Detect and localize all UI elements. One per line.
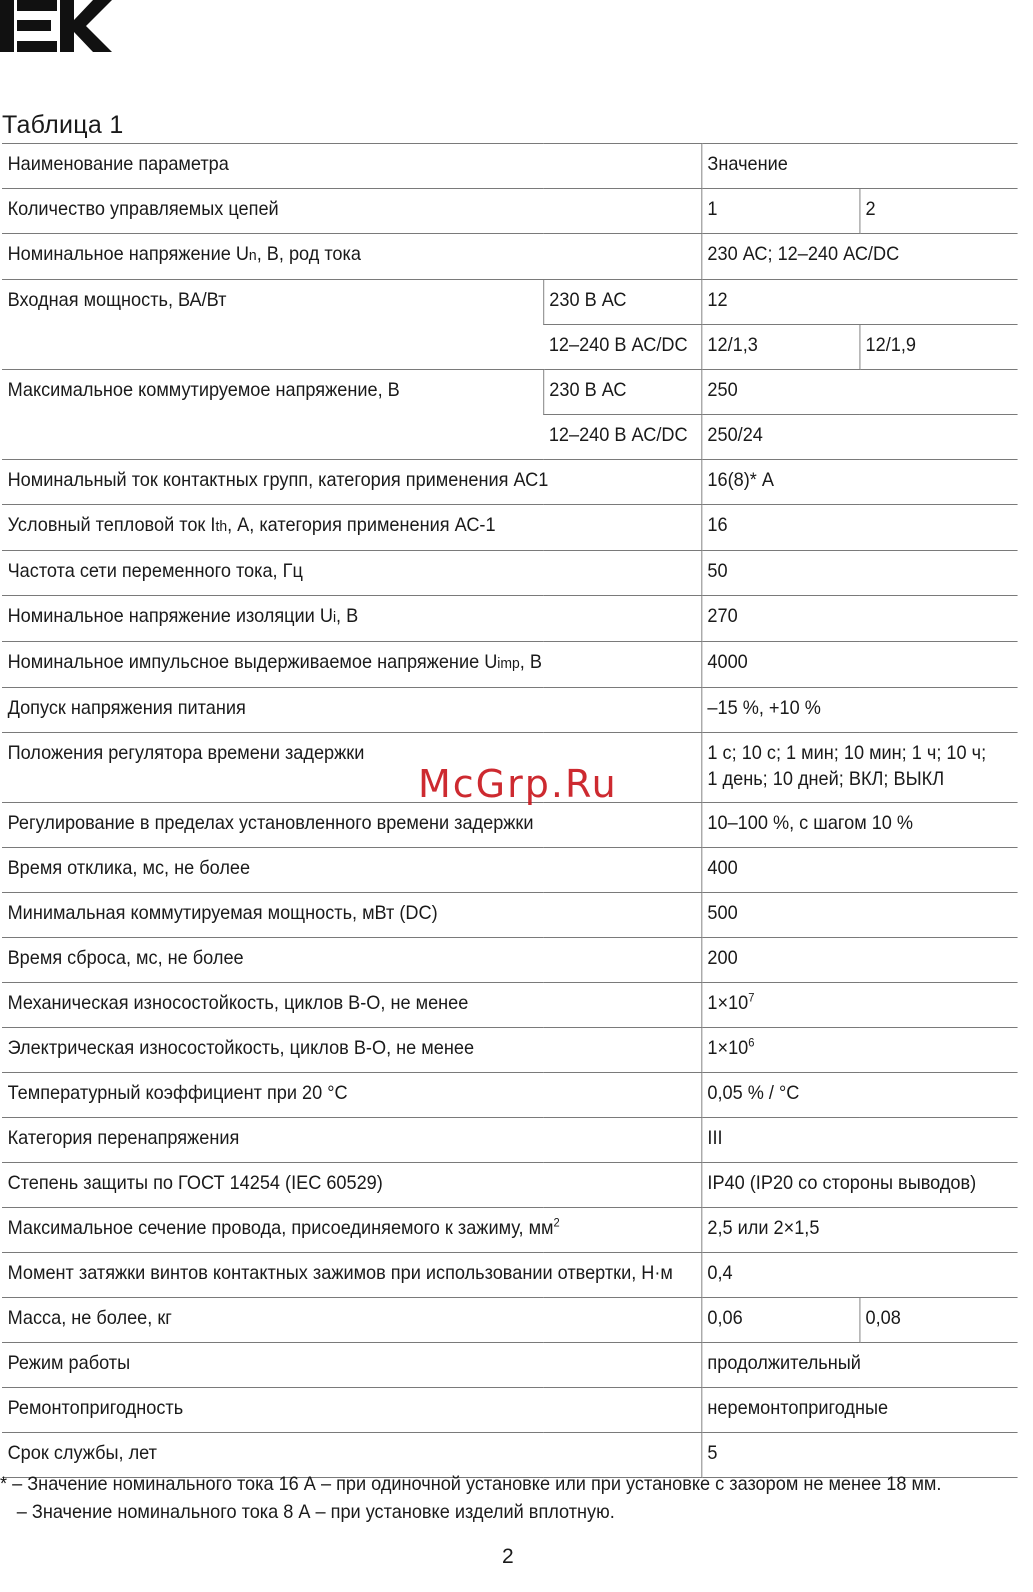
header-cell: Наименование параметра (2, 144, 701, 189)
table-row (2, 1298, 1018, 1343)
watermark: McGrp.Ru (418, 762, 618, 806)
value-cell: 16(8)* А (701, 460, 1017, 505)
value-cell: III (701, 1118, 1017, 1163)
param-cell: Момент затяжки винтов контактных зажимов при использовании отвертки, Н·м (2, 1253, 701, 1298)
param-cell: Срок службы, лет (2, 1433, 701, 1478)
param-cell: Номинальное напряжение Un, В, род тока (2, 234, 701, 280)
value-cell: 400 (701, 848, 1017, 893)
value-cell: 250/24 (701, 415, 1017, 460)
param-cell: Электрическая износостойкость, циклов В-О, не менее (2, 1028, 701, 1073)
value-cell: продолжительный (701, 1343, 1017, 1388)
iek-logo (0, 0, 115, 54)
param-cell: Время отклика, мс, не более (2, 848, 701, 893)
table-row (2, 1343, 1018, 1388)
value-cell: 16 (701, 505, 1017, 551)
param-cell: Положения регулятора времени задержки (2, 733, 701, 803)
param-cell: Максимальное сечение провода, присоединяемого к зажиму, $мм^2$ (2, 1208, 701, 1253)
param-cell: Входная мощность, ВА/Вт (2, 280, 543, 370)
table-row (2, 189, 1018, 234)
table-row (2, 596, 1018, 642)
table-row (2, 688, 1018, 733)
value-cell: 2 (859, 189, 1017, 234)
param-cell: Минимальная коммутируемая мощность, мВт (DC) (2, 893, 701, 938)
value-cell: 2,5 или 2×1,5 (701, 1208, 1017, 1253)
table-row (2, 893, 1018, 938)
value-cell: $1\times 10^7$ (701, 983, 1017, 1028)
param-cell: Номинальное импульсное выдерживаемое напряжение Uimp, В (2, 642, 701, 688)
table-row (2, 551, 1018, 596)
param-cell: Регулирование в пределах установленного времени задержки (2, 803, 701, 848)
value-cell: 0,05 % / °С (701, 1073, 1017, 1118)
table-row (2, 1208, 1018, 1253)
param-cell: Ремонтопригодность (2, 1388, 701, 1433)
param-cell: Масса, не более, кг (2, 1298, 701, 1343)
table-row (2, 144, 1018, 189)
footnote-line: * – Значение номинального тока 16 А – при одиночной установке или при установке с зазором не менее 18 мм. (0, 1473, 942, 1495)
footnote (0, 1470, 941, 1526)
value-cell: 0,4 (701, 1253, 1017, 1298)
table-row (2, 460, 1018, 505)
param-cell: Степень защиты по ГОСТ 14254 (IEC 60529) (2, 1163, 701, 1208)
value-cell: $1\times 10^6$ (701, 1028, 1017, 1073)
condition-cell: 230 В АС (543, 280, 701, 325)
param-cell: Номинальный ток контактных групп, категория применения АС1 (2, 460, 701, 505)
value-cell: 250 (701, 370, 1017, 415)
value-cell: 1 с; 10 с; 1 мин; 10 мин; 1 ч; 10 ч; 1 день; 10 дней; ВКЛ; ВЫКЛ (701, 733, 1017, 803)
table-row (2, 1028, 1018, 1073)
table-row (2, 234, 1018, 280)
param-cell: Режим работы (2, 1343, 701, 1388)
value-cell: IP40 (IP20 со стороны выводов) (701, 1163, 1017, 1208)
table-row (2, 848, 1018, 893)
param-cell: Количество управляемых цепей (2, 189, 701, 234)
value-cell: 270 (701, 596, 1017, 642)
value-cell: 5 (701, 1433, 1017, 1478)
table-row (2, 505, 1018, 551)
header-cell: Значение (701, 144, 1017, 189)
value-cell: –15 %, +10 % (701, 688, 1017, 733)
value-cell: неремонтопригодные (701, 1388, 1017, 1433)
value-cell: 230 АС; 12–240 АС/DC (701, 234, 1017, 280)
page-number: 2 (502, 1545, 514, 1568)
value-cell: 500 (701, 893, 1017, 938)
value-cell: 0,06 (701, 1298, 859, 1343)
table-row (2, 1118, 1018, 1163)
param-cell: Механическая износостойкость, циклов В-О, не менее (2, 983, 701, 1028)
table-row (2, 1253, 1018, 1298)
value-cell: 12 (701, 280, 1017, 325)
spec-table (2, 143, 1018, 1478)
param-cell: Частота сети переменного тока, Гц (2, 551, 701, 596)
condition-cell: 230 В АС (543, 370, 701, 415)
value-cell: 12/1,3 (701, 325, 859, 370)
value-cell: 0,08 (859, 1298, 1017, 1343)
footnote-line: – Значение номинального тока 8 А – при установке изделий вплотную. (16, 1501, 615, 1523)
value-cell: 10–100 %, с шагом 10 % (701, 803, 1017, 848)
value-cell: 1 (701, 189, 859, 234)
param-cell: Максимальное коммутируемое напряжение, В (2, 370, 543, 460)
param-cell: Время сброса, мс, не более (2, 938, 701, 983)
table-row (2, 370, 1018, 415)
table-row (2, 803, 1018, 848)
table-row (2, 983, 1018, 1028)
param-cell: Температурный коэффициент при 20 °С (2, 1073, 701, 1118)
param-cell: Номинальное напряжение изоляции Ui, В (2, 596, 701, 642)
param-cell: Категория перенапряжения (2, 1118, 701, 1163)
table-row (2, 1163, 1018, 1208)
param-cell: Условный тепловой ток Ith, А, категория применения АС-1 (2, 505, 701, 551)
value-cell: 12/1,9 (859, 325, 1017, 370)
table-row (2, 1073, 1018, 1118)
table-row (2, 938, 1018, 983)
table-row (2, 280, 1018, 325)
value-cell: 50 (701, 551, 1017, 596)
value-cell: 200 (701, 938, 1017, 983)
table-title: Таблица 1 (2, 111, 124, 139)
condition-cell: 12–240 В АС/DC (543, 325, 701, 370)
condition-cell: 12–240 В АС/DC (543, 415, 701, 460)
value-cell: 4000 (701, 642, 1017, 688)
table-row (2, 642, 1018, 688)
table-row (2, 1388, 1018, 1433)
param-cell: Допуск напряжения питания (2, 688, 701, 733)
